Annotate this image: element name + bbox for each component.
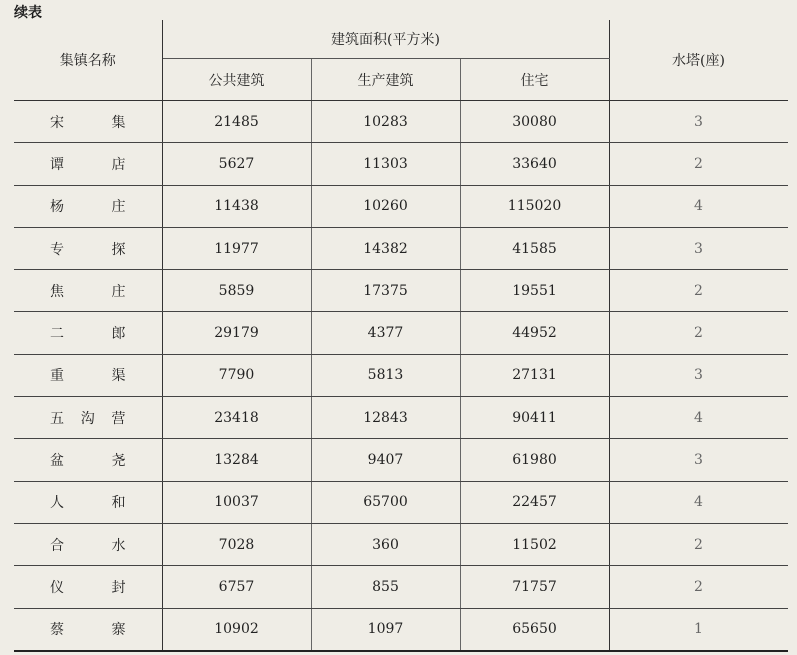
header-town-name: 集镇名称 — [14, 20, 162, 101]
public-building-cell: 21485 — [162, 101, 311, 143]
residential-cell: 11502 — [460, 523, 609, 565]
residential-cell: 30080 — [460, 101, 609, 143]
residential-cell: 71757 — [460, 566, 609, 608]
residential-cell: 90411 — [460, 397, 609, 439]
water-tower-cell: 2 — [609, 312, 788, 354]
town-name-char: 蔡 — [50, 622, 64, 639]
table-row — [14, 143, 788, 185]
town-name-char: 庄 — [111, 283, 126, 300]
production-building-cell: 12843 — [311, 397, 460, 439]
town-name-cell — [14, 523, 162, 565]
public-building-cell: 11438 — [162, 185, 311, 227]
water-tower-cell: 4 — [609, 185, 788, 227]
table-row — [14, 185, 788, 227]
town-name-char: 杨 — [50, 199, 64, 216]
town-name-char: 营 — [111, 410, 126, 427]
town-name-char: 沟 — [80, 410, 95, 427]
town-name-char: 五 — [50, 410, 64, 427]
production-building-cell: 360 — [311, 523, 460, 565]
town-name-char: 寨 — [111, 622, 126, 639]
town-name-cell — [14, 608, 162, 651]
public-building-cell: 7028 — [162, 523, 311, 565]
public-building-cell: 5627 — [162, 143, 311, 185]
table-body — [14, 101, 788, 651]
water-tower-cell: 3 — [609, 354, 788, 396]
table-row — [14, 439, 788, 481]
residential-cell: 41585 — [460, 227, 609, 269]
town-name-cell — [14, 101, 162, 143]
town-name-char: 封 — [111, 579, 126, 596]
residential-cell: 61980 — [460, 439, 609, 481]
table-row — [14, 354, 788, 396]
town-name-char: 庄 — [111, 199, 126, 216]
water-tower-cell: 3 — [609, 101, 788, 143]
town-name-char: 盆 — [50, 453, 64, 470]
water-tower-cell: 2 — [609, 566, 788, 608]
production-building-cell: 10260 — [311, 185, 460, 227]
town-name-char: 渠 — [111, 368, 126, 385]
residential-cell: 65650 — [460, 608, 609, 651]
town-name-char: 和 — [111, 495, 126, 512]
header-building-area: 建筑面积(平方米) — [162, 20, 609, 59]
table-row — [14, 481, 788, 523]
water-tower-cell: 4 — [609, 481, 788, 523]
town-name-cell — [14, 439, 162, 481]
residential-cell: 33640 — [460, 143, 609, 185]
table-row — [14, 566, 788, 608]
residential-cell: 27131 — [460, 354, 609, 396]
water-tower-cell: 2 — [609, 143, 788, 185]
town-name-char: 合 — [50, 537, 64, 554]
town-name-cell — [14, 185, 162, 227]
town-name-char: 集 — [111, 114, 126, 131]
town-name-cell — [14, 270, 162, 312]
water-tower-cell: 4 — [609, 397, 788, 439]
production-building-cell: 1097 — [311, 608, 460, 651]
water-tower-cell: 3 — [609, 439, 788, 481]
residential-cell: 44952 — [460, 312, 609, 354]
town-name-char: 二 — [50, 326, 64, 343]
town-name-char: 专 — [50, 241, 64, 258]
public-building-cell: 7790 — [162, 354, 311, 396]
table-row — [14, 397, 788, 439]
table-row — [14, 523, 788, 565]
town-name-char: 仪 — [50, 579, 64, 596]
town-name-cell — [14, 312, 162, 354]
town-name-char: 郎 — [111, 326, 126, 343]
town-name-char: 水 — [111, 537, 126, 554]
table-row — [14, 227, 788, 269]
table-row — [14, 312, 788, 354]
production-building-cell: 4377 — [311, 312, 460, 354]
town-name-char: 宋 — [50, 114, 64, 131]
town-name-cell — [14, 143, 162, 185]
public-building-cell: 29179 — [162, 312, 311, 354]
public-building-cell: 23418 — [162, 397, 311, 439]
water-tower-cell: 2 — [609, 523, 788, 565]
town-name-cell — [14, 397, 162, 439]
town-name-char: 焦 — [50, 283, 64, 300]
production-building-cell: 11303 — [311, 143, 460, 185]
residential-cell: 115020 — [460, 185, 609, 227]
production-building-cell: 5813 — [311, 354, 460, 396]
public-building-cell: 10037 — [162, 481, 311, 523]
table-row — [14, 608, 788, 651]
water-tower-cell: 2 — [609, 270, 788, 312]
town-name-cell — [14, 566, 162, 608]
header-water-tower: 水塔(座) — [609, 20, 788, 101]
town-name-cell — [14, 354, 162, 396]
production-building-cell: 65700 — [311, 481, 460, 523]
header-public-buildings: 公共建筑 — [162, 59, 311, 101]
public-building-cell: 6757 — [162, 566, 311, 608]
residential-cell: 19551 — [460, 270, 609, 312]
town-name-char: 人 — [50, 495, 64, 512]
town-name-char: 谭 — [50, 156, 64, 173]
production-building-cell: 9407 — [311, 439, 460, 481]
header-residential: 住宅 — [460, 59, 609, 101]
public-building-cell: 13284 — [162, 439, 311, 481]
table-caption: 续表 — [14, 5, 42, 21]
town-building-table — [14, 20, 788, 652]
residential-cell: 22457 — [460, 481, 609, 523]
table-row — [14, 101, 788, 143]
production-building-cell: 17375 — [311, 270, 460, 312]
production-building-cell: 10283 — [311, 101, 460, 143]
public-building-cell: 11977 — [162, 227, 311, 269]
town-name-char: 尧 — [111, 453, 126, 470]
town-name-char: 店 — [111, 156, 126, 173]
water-tower-cell: 1 — [609, 608, 788, 651]
table-row — [14, 270, 788, 312]
town-name-char: 重 — [50, 368, 64, 385]
production-building-cell: 855 — [311, 566, 460, 608]
town-name-char: 探 — [111, 241, 126, 258]
public-building-cell: 10902 — [162, 608, 311, 651]
header-production-buildings: 生产建筑 — [311, 59, 460, 101]
production-building-cell: 14382 — [311, 227, 460, 269]
town-name-cell — [14, 227, 162, 269]
town-name-cell — [14, 481, 162, 523]
water-tower-cell: 3 — [609, 227, 788, 269]
public-building-cell: 5859 — [162, 270, 311, 312]
